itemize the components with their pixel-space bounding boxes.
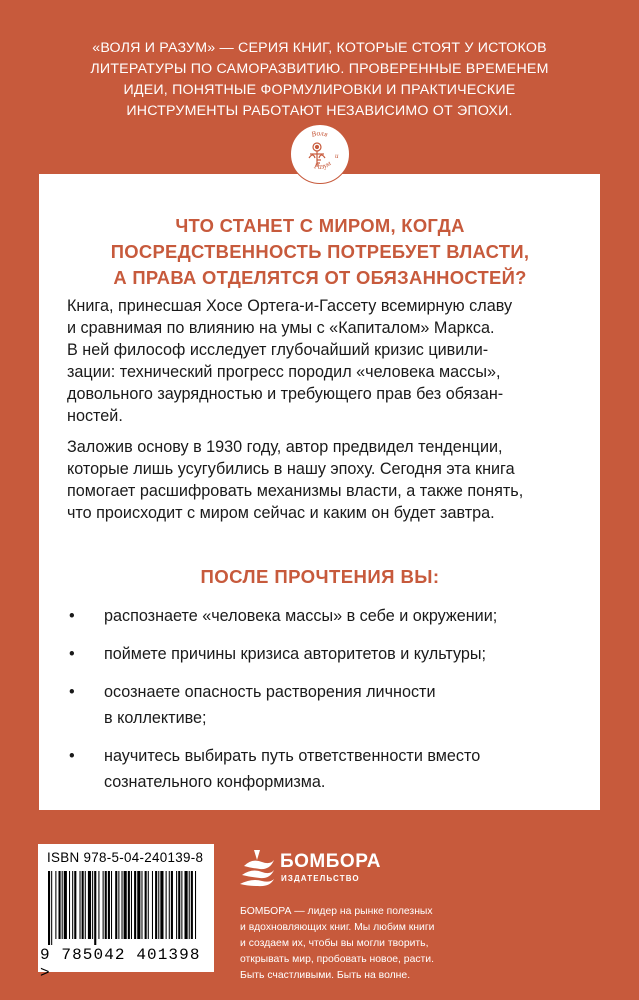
- text-line: зации: технический прогресс породил «человека массы»,: [67, 363, 501, 381]
- barcode-bar: [98, 871, 99, 939]
- isbn-label: ISBN 978-5-04-240139-8: [47, 850, 204, 865]
- barcode-bar: [105, 871, 107, 939]
- list-item-line: распознаете «человека массы» в себе и окружении;: [104, 607, 498, 625]
- barcode-bar: [85, 871, 86, 939]
- list-item-line: в коллективе;: [104, 709, 207, 727]
- barcode-bar: [169, 871, 170, 939]
- list-item-line: научитесь выбирать путь ответственности вместо: [104, 747, 481, 765]
- svg-text:Воля: [310, 128, 329, 139]
- barcode-bar: [74, 871, 76, 939]
- barcode-bar: [160, 871, 163, 939]
- barcode-bar: [171, 871, 173, 939]
- barcode-bar: [72, 871, 73, 939]
- text-line: помогает расшифровать механизмы власти, а также понять,: [67, 482, 524, 500]
- barcode-bar: [111, 871, 112, 939]
- emblem-top-text: Воля: [310, 128, 330, 139]
- barcode-bar: [48, 871, 50, 945]
- publisher-line: и вдохновляющих книг. Мы любим книги: [240, 922, 435, 933]
- text-line: Заложив основу в 1930 году, автор предвидел тенденции,: [67, 438, 503, 456]
- barcode-bar: [148, 871, 149, 939]
- barcode-bar: [134, 871, 136, 939]
- barcode-bar: [122, 871, 123, 939]
- publisher-line: открывать мир, пробовать новое, расти.: [240, 954, 434, 965]
- barcode-icon: [48, 871, 206, 945]
- barcode-bar: [103, 871, 104, 939]
- barcode-bar: [137, 871, 140, 939]
- barcode-bar: [82, 871, 84, 939]
- text-line: и сравнимая по влиянию на умы с «Капиталом» Маркса.: [67, 319, 495, 337]
- list-item-line: поймете причины кризиса авторитетов и культуры;: [104, 645, 487, 663]
- barcode-bar: [166, 871, 167, 939]
- barcode-bar: [118, 871, 119, 939]
- list-item-line: осознаете опасность растворения личности: [104, 683, 436, 701]
- publisher-description: [240, 904, 500, 984]
- series-line: ЛИТЕРАТУРЫ ПО САМОРАЗВИТИЮ. ПРОВЕРЕННЫЕ ВРЕМЕНЕМ: [90, 61, 549, 77]
- description-paragraph-2: [67, 436, 582, 524]
- text-line: ностей.: [67, 407, 123, 425]
- barcode-bar: [51, 871, 52, 945]
- list-item: [67, 743, 582, 795]
- barcode-bar: [124, 871, 127, 939]
- list-item-line: сознательного конформизма.: [104, 773, 326, 791]
- barcode-bar: [178, 871, 180, 939]
- barcode-bar: [108, 871, 110, 939]
- barcode-bar: [195, 871, 196, 939]
- text-line: которые лишь усугубились в нашу эпоху. Сегодня эта книга: [67, 460, 515, 478]
- barcode-bar: [55, 871, 56, 939]
- barcode-bar: [64, 871, 67, 939]
- barcode-bar: [189, 871, 190, 939]
- list-item: [67, 641, 582, 667]
- barcode-bar: [92, 871, 93, 939]
- after-reading-title: ПОСЛЕ ПРОЧТЕНИЯ ВЫ:: [200, 566, 440, 587]
- barcode-bar: [191, 871, 193, 939]
- key-emblem-icon: [291, 125, 348, 182]
- barcode-bar: [152, 871, 153, 939]
- svg-text:Разум: [312, 158, 332, 171]
- barcode-bar: [145, 871, 147, 939]
- barcode-bar: [128, 871, 130, 939]
- text-line: В ней философ исследует глубочайший кризис цивили-: [67, 341, 489, 359]
- publisher-line: БОМБОРА — лидер на рынке полезных: [240, 906, 433, 917]
- list-item: [67, 679, 582, 731]
- barcode-bar: [88, 871, 91, 939]
- series-line: ИНСТРУМЕНТЫ РАБОТАЮТ НЕЗАВИСИМО ОТ ЭПОХИ.: [126, 103, 513, 119]
- question-line: ПОСРЕДСТВЕННОСТЬ ПОТРЕБУЕТ ВЛАСТИ,: [110, 241, 530, 262]
- text-line: довольного заурядностью и требующего прав без обязан-: [67, 385, 504, 403]
- barcode-bar: [176, 871, 177, 939]
- emblem-side-text: и: [335, 152, 339, 160]
- series-line: «ВОЛЯ И РАЗУМ» — СЕРИЯ КНИГ, КОТОРЫЕ СТОЯТ У ИСТОКОВ: [92, 40, 547, 56]
- description-paragraph-1: [67, 295, 582, 427]
- publisher-name: БОМБОРА: [280, 851, 381, 872]
- publisher-line: Быть счастливыми. Быть на волне.: [240, 970, 411, 981]
- barcode-bar: [94, 871, 96, 945]
- question-line: ЧТО СТАНЕТ С МИРОМ, КОГДА: [175, 215, 465, 236]
- text-line: Книга, принесшая Хосе Ортега-и-Гассету всемирную славу: [67, 297, 513, 315]
- publisher-logo: [240, 848, 400, 890]
- after-reading-list: [67, 603, 582, 807]
- barcode-bar: [69, 871, 70, 939]
- barcode-box: [38, 844, 214, 982]
- publisher-subtitle: ИЗДАТЕЛЬСТВО: [281, 874, 360, 883]
- series-line: ИДЕИ, ПОНЯТНЫЕ ФОРМУЛИРОВКИ И ПРАКТИЧЕСКИЕ: [123, 82, 516, 98]
- emblem-bottom-text: Разум: [313, 158, 333, 171]
- barcode-digits: 9 785042 401398 >: [40, 946, 201, 982]
- series-description: [40, 38, 599, 122]
- barcode-bar: [158, 871, 159, 939]
- question-line: А ПРАВА ОТДЕЛЯТСЯ ОТ ОБЯЗАННОСТЕЙ?: [113, 267, 527, 288]
- wave-logo-icon: [240, 848, 276, 888]
- list-item: [67, 603, 582, 629]
- barcode-bar: [185, 871, 188, 939]
- description-text: [67, 295, 582, 533]
- barcode-bar: [155, 871, 157, 939]
- publisher-line: и создаем их, чтобы вы могли творить,: [240, 938, 429, 949]
- barcode-bar: [80, 871, 81, 939]
- barcode-bar: [62, 871, 63, 939]
- series-emblem: [290, 124, 350, 184]
- barcode-bar: [181, 871, 182, 939]
- barcode-bar: [131, 871, 132, 939]
- barcode-bar: [59, 871, 61, 939]
- text-line: что происходит с миром сейчас и каким он будет завтра.: [67, 504, 495, 522]
- barcode-bar: [115, 871, 117, 939]
- barcode-bar: [141, 871, 142, 939]
- headline-question: [50, 213, 590, 291]
